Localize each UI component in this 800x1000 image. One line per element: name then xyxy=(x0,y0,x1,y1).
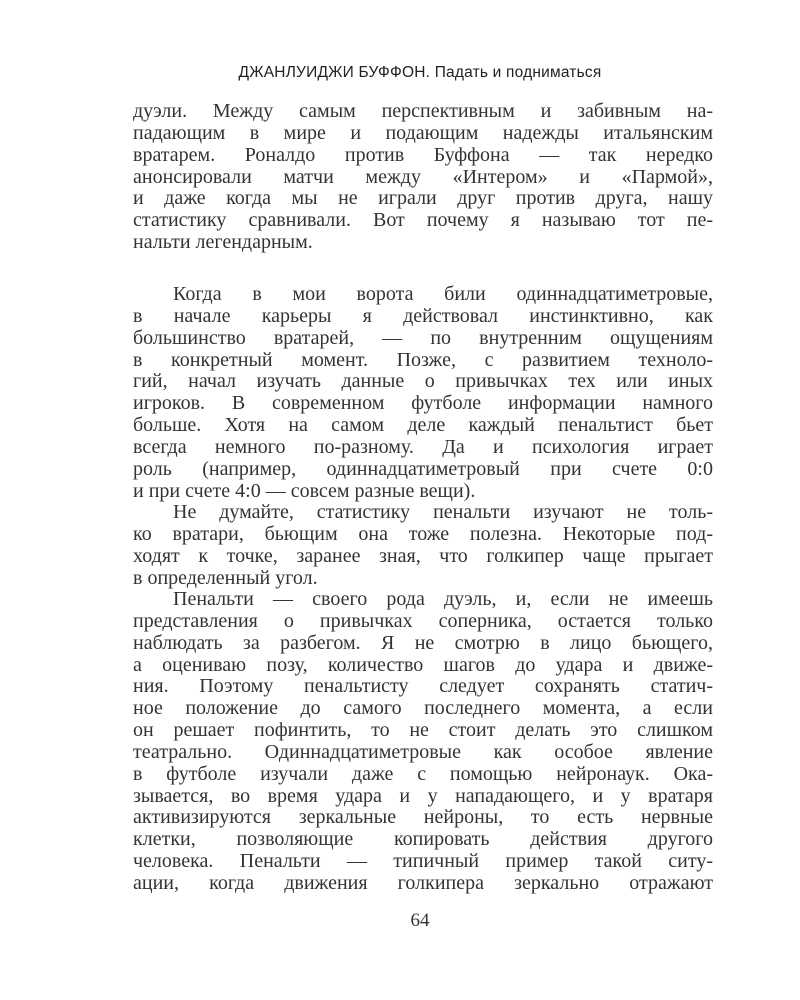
text-line: роль (например, одиннадцатиметровый при счете 0:0 xyxy=(133,457,713,480)
text-line: в определенный угол. xyxy=(133,566,318,589)
text-line: активизируются зеркальные нейроны, то есть нервные xyxy=(133,806,713,829)
running-header xyxy=(0,64,800,82)
text-line: всегда немного по-разному. Да и психология играет xyxy=(133,435,713,458)
text-line: клетки, позволяющие копировать действия другого xyxy=(133,828,713,851)
text-line: человека. Пенальти — типичный пример такой ситу- xyxy=(133,850,713,873)
text-line: ния. Поэтому пенальтисту следует сохранять статич- xyxy=(133,675,713,698)
text-line: падающим в мире и подающим надежды итальянским xyxy=(133,121,713,144)
text-line: дуэли. Между самым перспективным и забивным на- xyxy=(133,100,713,122)
text-line: статистику сравнивали. Вот почему я называю тот пе- xyxy=(133,209,713,232)
text-line: театрально. Одиннадцатиметровые как особое явление xyxy=(133,740,713,763)
text-line: нальти легендарным. xyxy=(133,231,313,254)
text-line: зывается, во время удара и у нападающего, и у вратаря xyxy=(133,784,713,807)
text-line: игроков. В современном футболе информации намного xyxy=(133,392,713,415)
text-line: он решает пофинтить, то не стоит делать это слишком xyxy=(133,719,713,742)
text-line: наблюдать за разбегом. Я не смотрю в лицо бьющего, xyxy=(133,631,713,654)
paragraph-4 xyxy=(133,589,713,895)
text-line: в футболе изучали даже с помощью нейронаук. Ока- xyxy=(133,762,713,785)
text-line: ное положение до самого последнего момента, а если xyxy=(133,697,713,720)
header-book-title: Падать и подниматься xyxy=(434,64,602,81)
text-line: гий, начал изучать данные о привычках тех или иных xyxy=(133,370,713,393)
paragraph-3 xyxy=(133,502,713,589)
text-line: и при счете 4:0 — совсем разные вещи). xyxy=(133,479,476,502)
text-line: большинство вратарей, — по внутренним ощущениям xyxy=(133,326,713,349)
text-line: ходят к точке, заранее зная, что голкипер чаще прыгает xyxy=(133,544,713,567)
text-line: анонсировали матчи между «Интером» и «Пармой», xyxy=(133,165,713,188)
text-line: представления о привычках соперника, остается только xyxy=(133,609,713,632)
text-line: в начале карьеры я действовал инстинктивно, как xyxy=(133,304,713,327)
text-line: в конкретный момент. Позже, с развитием техноло- xyxy=(133,348,713,371)
header-author: ДЖАНЛУИДЖИ БУФФОН. xyxy=(238,64,431,81)
text-line: больше. Хотя на самом деле каждый пенальтист бьет xyxy=(133,414,713,437)
text-line: ко вратари, бьющим она тоже полезна. Некоторые под- xyxy=(133,522,713,545)
text-line: Когда в мои ворота били одиннадцатиметровые, xyxy=(173,283,713,305)
text-line: Пенальти — своего рода дуэль, и, если не имеешь xyxy=(173,588,713,610)
paragraph-1 xyxy=(133,101,713,254)
text-line: Не думайте, статистику пенальти изучают не толь- xyxy=(173,501,713,523)
page-number: 64 xyxy=(410,910,430,931)
text-line: вратарем. Роналдо против Буффона — так нередко xyxy=(133,143,713,166)
text-line: и даже когда мы не играли друг против друга, нашу xyxy=(133,187,713,210)
paragraph-2 xyxy=(133,284,713,502)
text-line: ации, когда движения голкипера зеркально отражают xyxy=(133,871,713,894)
text-line: а оцениваю позу, количество шагов до удара и движе- xyxy=(133,653,713,676)
